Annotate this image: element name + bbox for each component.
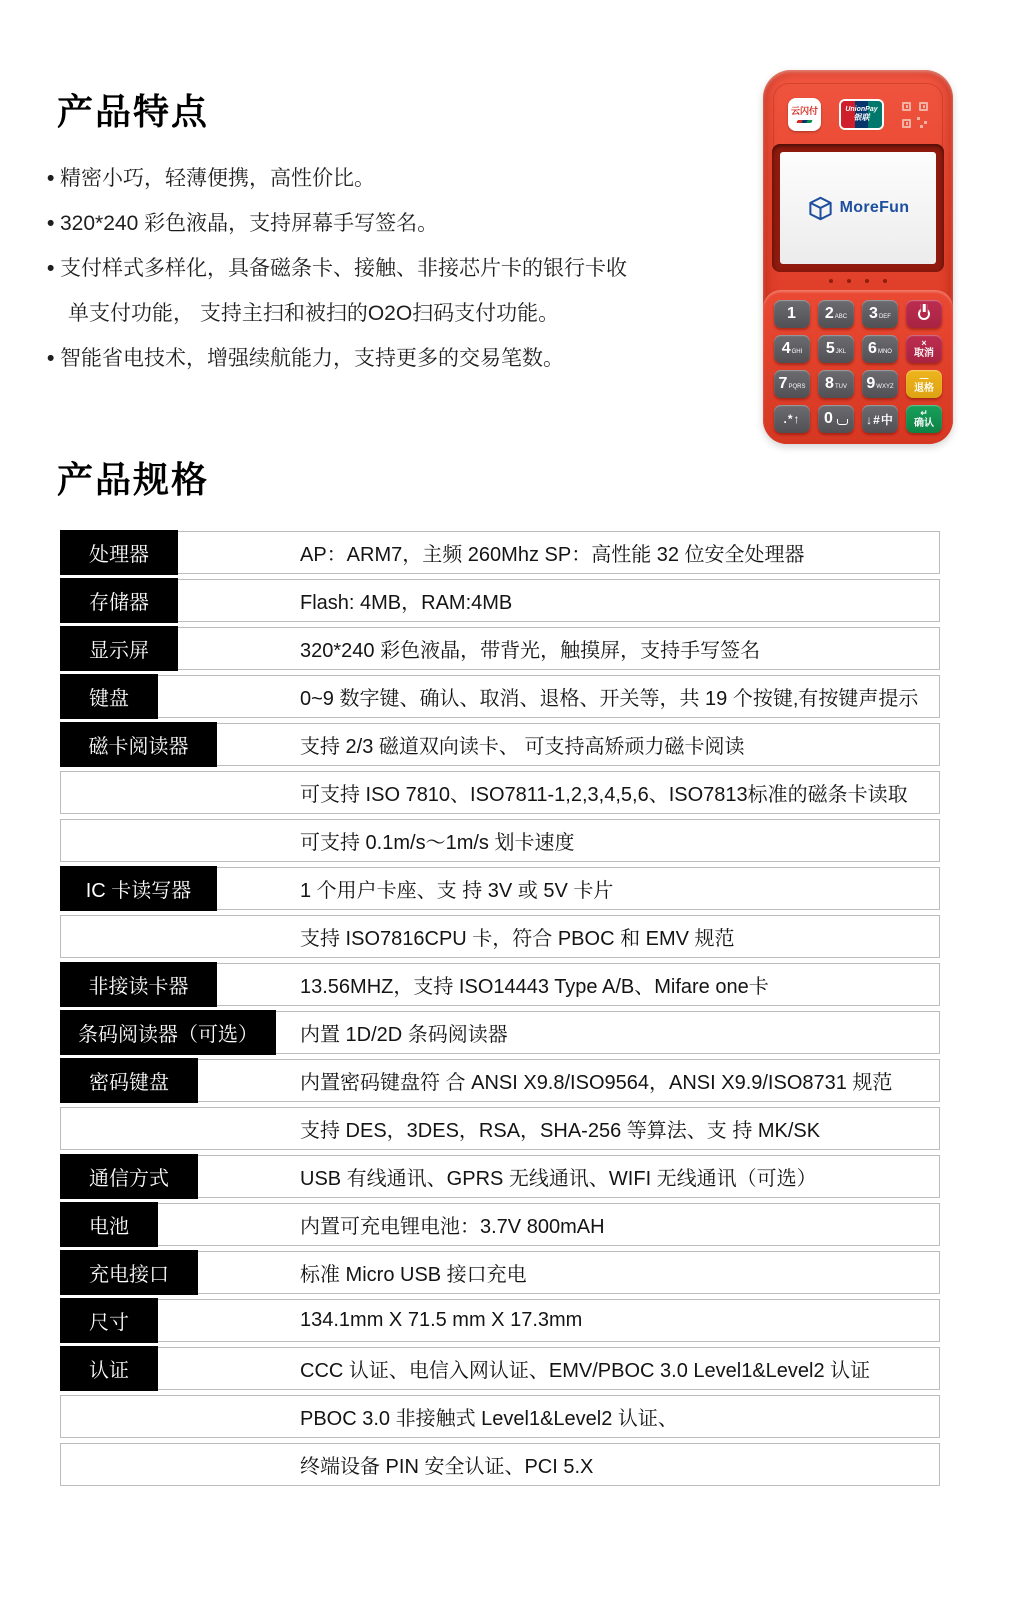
device-screen-bezel (772, 144, 944, 272)
spec-value: Flash: 4MB，RAM:4MB (300, 592, 513, 614)
spec-value: 内置 1D/2D 条码阅读器 (300, 1024, 508, 1046)
spec-row (60, 1203, 940, 1246)
spec-label: 处理器 (60, 530, 178, 575)
spec-label: 存储器 (60, 578, 178, 623)
spec-value: 终端设备 PIN 安全认证、PCI 5.X (300, 1456, 594, 1478)
key-2: 2 ABC (818, 300, 854, 328)
spec-row (60, 1059, 940, 1102)
spec-row (60, 819, 940, 862)
spec-row (60, 675, 940, 718)
spec-value: 内置可充电锂电池：3.7V 800mAH (300, 1216, 605, 1238)
feature-item-continuation (47, 291, 747, 336)
unionpay-latin: UnionPay (845, 106, 878, 114)
spec-value: 内置密码键盘符 合 ANSI X9.8/ISO9564，ANSI X9.9/ISO8731 规范 (300, 1072, 893, 1094)
confirm-key: ↵ 确认 (906, 405, 942, 433)
bullet-icon: • (47, 257, 55, 280)
spec-row (60, 723, 940, 766)
power-key (906, 300, 942, 328)
feature-item (47, 336, 747, 381)
bullet-icon: • (47, 347, 55, 370)
spec-value: AP：ARM7，主频 260Mhz SP：高性能 32 位安全处理器 (300, 544, 805, 566)
bullet-icon: • (47, 212, 55, 235)
feature-list (47, 156, 747, 381)
spec-row (60, 1395, 940, 1438)
spec-row (60, 627, 940, 670)
spec-row (60, 1011, 940, 1054)
spec-label: 电池 (60, 1202, 158, 1247)
spec-value: 1 个用户卡座、支 持 3V 或 5V 卡片 (300, 880, 614, 902)
spec-value: 支持 2/3 磁道双向读卡、 可支持高矫顽力磁卡阅读 (300, 736, 745, 758)
spec-row (60, 915, 940, 958)
quickpass-logo (788, 98, 821, 131)
hash-key: ↓#中 (862, 405, 898, 433)
bullet-icon: • (47, 167, 55, 190)
spec-row (60, 963, 940, 1006)
spec-row (60, 1347, 940, 1390)
features-title: 产品特点 (57, 91, 210, 132)
space-icon (837, 419, 848, 425)
device-screen (780, 152, 936, 264)
device-keypad-panel (763, 290, 953, 444)
spec-label: 非接读卡器 (60, 962, 217, 1007)
brand-name: MoreFun (839, 199, 910, 216)
device-keypad (774, 300, 942, 433)
key-1: 1 (774, 300, 810, 328)
spec-value: USB 有线通讯、GPRS 无线通讯、WIFI 无线通讯（可选） (300, 1168, 817, 1190)
key-6: 6 MNO (862, 335, 898, 363)
backspace-key: — 退格 (906, 370, 942, 398)
spec-label: 磁卡阅读器 (60, 722, 217, 767)
spec-row (60, 1107, 940, 1150)
cancel-key: × 取消 (906, 335, 942, 363)
spec-label: 尺寸 (60, 1298, 158, 1343)
specs-title: 产品规格 (57, 459, 210, 500)
quickpass-label: 云闪付 (790, 105, 818, 116)
spec-value: CCC 认证、电信入网认证、EMV/PBOC 3.0 Level1&Level2 认证 (300, 1360, 871, 1382)
spec-table (60, 531, 940, 1486)
feature-text: 支付样式多样化，具备磁条卡、接触、非接芯片卡的银行卡收 (60, 257, 627, 280)
feature-text: 320*240 彩色液晶，支持屏幕手写签名。 (60, 212, 439, 235)
unionpay-text (841, 101, 882, 128)
spec-value: 可支持 0.1m/s～1m/s 划卡速度 (300, 832, 575, 854)
key-0: 0 (818, 405, 854, 433)
spec-label: 通信方式 (60, 1154, 198, 1199)
feature-item (47, 246, 747, 291)
spec-label: IC 卡读写器 (60, 866, 217, 911)
spec-row (60, 1155, 940, 1198)
power-icon (918, 308, 930, 320)
spec-label: 显示屏 (60, 626, 178, 671)
feature-item (47, 201, 747, 246)
key-9: 9 WXYZ (862, 370, 898, 398)
unionpay-cn: 银联 (853, 112, 870, 122)
spec-row (60, 531, 940, 574)
spec-value: 13.56MHZ，支持 ISO14443 Type A/B、Mifare one卡 (300, 976, 769, 998)
spec-label: 密码键盘 (60, 1058, 198, 1103)
spec-value: 标准 Micro USB 接口充电 (300, 1264, 527, 1286)
spec-value: 0~9 数字键、确认、取消、退格、开关等，共 19 个按键,有按键声提示 (300, 688, 919, 710)
spec-label: 键盘 (60, 674, 158, 719)
spec-value: 320*240 彩色液晶，带背光，触摸屏，支持手写签名 (300, 640, 761, 662)
key-3: 3 DEF (862, 300, 898, 328)
spec-value: 134.1mm X 71.5 mm X 17.3mm (300, 1309, 583, 1331)
spec-label: 条码阅读器（可选） (60, 1010, 276, 1055)
spec-row (60, 1299, 940, 1342)
spec-row (60, 1251, 940, 1294)
key-8: 8 TUV (818, 370, 854, 398)
pos-terminal-image (763, 70, 953, 444)
key-5: 5 JKL (818, 335, 854, 363)
spec-value: 可支持 ISO 7810、ISO7811-1,2,3,4,5,6、ISO7813标准的磁条卡读取 (300, 784, 908, 806)
feature-item (47, 156, 747, 201)
qr-code-icon (902, 102, 928, 128)
key-7: 7 PQRS (774, 370, 810, 398)
feature-text: 单支付功能， 支持主扫和被扫的O2O扫码支付功能。 (68, 302, 560, 325)
spec-value: 支持 DES，3DES，RSA，SHA-256 等算法、支 持 MK/SK (300, 1120, 821, 1142)
device-logo-row (763, 98, 953, 131)
spec-value: PBOC 3.0 非接触式 Level1&Level2 认证、 (300, 1408, 678, 1430)
unionpay-logo (841, 101, 882, 128)
spec-value: 支持 ISO7816CPU 卡，符合 PBOC 和 EMV 规范 (300, 928, 735, 950)
spec-label: 充电接口 (60, 1250, 198, 1295)
spec-row (60, 771, 940, 814)
spec-label: 认证 (60, 1346, 158, 1391)
spec-row (60, 579, 940, 622)
feature-text: 精密小巧，轻薄便携，高性价比。 (60, 167, 375, 190)
feature-text: 智能省电技术，增强续航能力，支持更多的交易笔数。 (60, 347, 564, 370)
morefun-logo-icon (807, 195, 834, 222)
spec-row (60, 867, 940, 910)
star-key: .*↑ (774, 405, 810, 433)
spec-row (60, 1443, 940, 1486)
quickpass-stripe-icon (796, 120, 812, 123)
key-4: 4 GHI (774, 335, 810, 363)
speaker-dots (763, 279, 953, 283)
